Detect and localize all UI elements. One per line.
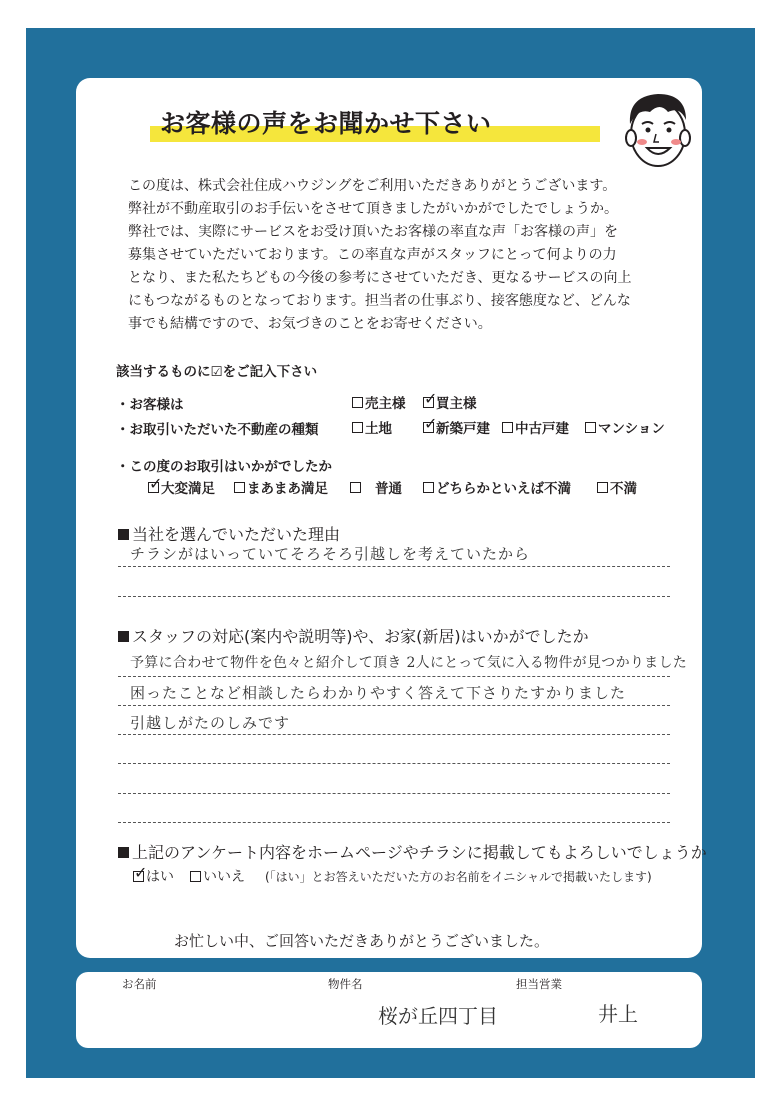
checkbox-checked[interactable] <box>423 397 434 408</box>
dashed-line <box>118 793 670 794</box>
option-buyer[interactable]: ✓ 買主様 <box>423 392 477 412</box>
option-fairly-satisfied[interactable]: まあまあ満足 <box>234 477 328 497</box>
checkbox[interactable] <box>352 397 363 408</box>
staff-name-value: 井上 <box>598 1002 638 1026</box>
option-very-satisfied[interactable]: ✓ 大変満足 <box>148 477 215 497</box>
checkbox[interactable] <box>352 422 363 433</box>
reason-answer: チラシがはいっていてそろそろ引越しを考えていたから <box>130 545 531 563</box>
option-condo[interactable]: マンション <box>585 417 665 437</box>
checkbox[interactable] <box>234 482 245 493</box>
dashed-line <box>118 705 670 706</box>
instruction-text: 該当するものに☑をご記入下さい <box>116 364 318 380</box>
option-normal[interactable]: 普通 <box>350 477 402 497</box>
thanks-text: お忙しい中、ご回答いただきありがとうございました。 <box>174 932 550 950</box>
option-dissatisfied[interactable]: 不満 <box>597 477 637 497</box>
customer-label: ・お客様は <box>116 397 184 413</box>
intro-line: 弊社では、実際にサービスをお受け頂いたお客様の率直な声「お客様の声」を <box>128 224 618 240</box>
option-land[interactable]: 土地 <box>352 417 392 437</box>
dashed-line <box>118 734 670 735</box>
checkbox[interactable] <box>190 871 201 882</box>
dashed-line <box>118 822 670 823</box>
page-title: お客様の声をお聞かせ下さい <box>160 109 492 138</box>
intro-line: この度は、株式会社住成ハウジングをご利用いただきありがとうございます。 <box>128 178 617 194</box>
intro-line: 募集させていただいております。この率直な声がスタッフにとって何よりの力 <box>128 247 617 263</box>
property-label: ・お取引いただいた不動産の種類 <box>116 422 319 438</box>
checkbox[interactable] <box>585 422 596 433</box>
staff-answer-line: 引越しがたのしみです <box>130 714 291 732</box>
staff-answer-line: 予算に合わせて物件を色々と紹介して頂き 2人にとって気に入る物件が見つかりました <box>130 655 688 671</box>
intro-line: にもつながるものとなっております。担当者の仕事ぶり、接客態度など、どんな <box>128 293 631 309</box>
staff-heading: スタッフの対応(案内や説明等)や、お家(新居)はいかがでしたか <box>118 624 589 647</box>
staff-name-label: 担当営業 <box>516 977 562 991</box>
property-name-value: 桜が丘四丁目 <box>378 1004 498 1028</box>
publish-heading: 上記のアンケート内容をホームページやチラシに掲載してもよろしいでしょうか <box>118 840 707 863</box>
option-used-house[interactable]: 中古戸建 <box>502 417 569 437</box>
square-bullet-icon <box>118 631 129 642</box>
dashed-line <box>118 676 670 677</box>
staff-answer-line: 困ったことなど相談したらわかりやすく答えて下さりたすかりました <box>130 684 627 702</box>
square-bullet-icon <box>118 529 129 540</box>
checkbox-checked[interactable] <box>148 482 159 493</box>
reason-heading: 当社を選んでいただいた理由 <box>118 522 340 545</box>
option-somewhat-dissatisfied[interactable]: どちらかといえば不満 <box>423 477 571 497</box>
checkbox[interactable] <box>502 422 513 433</box>
square-bullet-icon <box>118 847 129 858</box>
option-no[interactable]: いいえ <box>190 866 245 886</box>
checkbox-checked[interactable] <box>423 422 434 433</box>
dashed-line <box>118 596 670 597</box>
intro-line: 弊社が不動産取引のお手伝いをさせて頂きましたがいかがでしたでしょうか。 <box>128 201 618 217</box>
checkbox[interactable] <box>597 482 608 493</box>
intro-line: 事でも結構ですので、お気づきのことをお寄せください。 <box>128 316 492 332</box>
option-new-house[interactable]: ✓ 新築戸建 <box>423 417 490 437</box>
name-label: お名前 <box>122 977 157 991</box>
publish-note: (「はい」とお答えいただいた方のお名前をイニシャルで掲載いたします) <box>265 870 652 884</box>
satisfaction-label: ・この度のお取引はいかがでしたか <box>116 459 332 475</box>
dashed-line <box>118 763 670 764</box>
smiling-face-icon <box>620 84 700 174</box>
dashed-line <box>118 566 670 567</box>
option-yes[interactable]: ✓ はい <box>133 866 174 886</box>
checkbox-checked[interactable] <box>133 871 144 882</box>
option-seller[interactable]: 売主様 <box>352 392 406 412</box>
intro-line: となり、また私たちどもの今後の参考にさせていただき、更なるサービスの向上 <box>128 270 632 286</box>
property-name-label: 物件名 <box>328 977 363 991</box>
checkbox[interactable] <box>423 482 434 493</box>
checkbox[interactable] <box>350 482 361 493</box>
